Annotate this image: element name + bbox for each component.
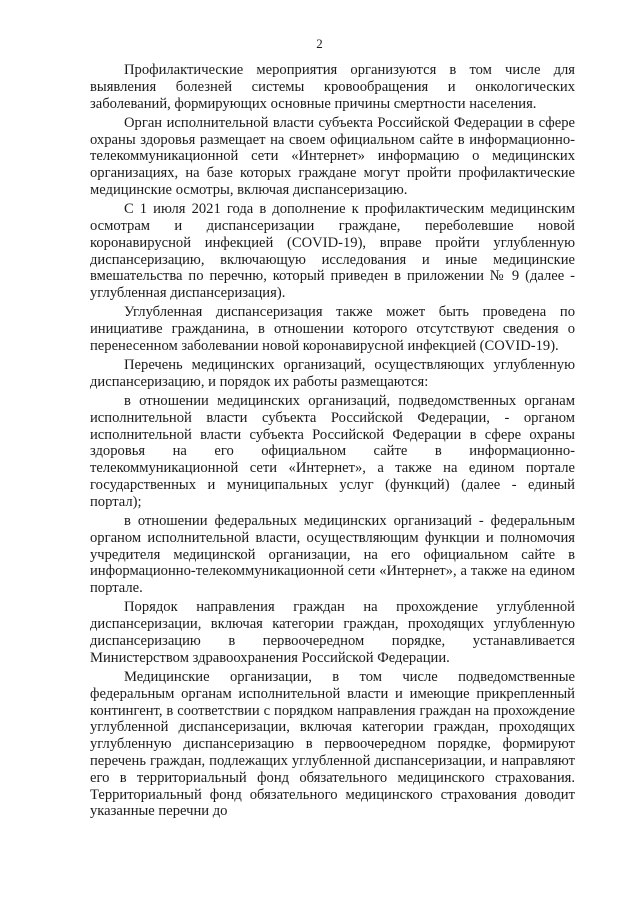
paragraph-executive-body-website: Орган исполнительной власти субъекта Российской Федерации в сфере охраны здоровья размещает на своем официальном сайте в информационно-телекоммуникационной сети «Интернет» информацию о медицинских организациях, на базе которых граждане могут пройти профилактические медицинские осмотры, включая диспансеризацию. [90,114,575,198]
paragraph-referral-procedure: Порядок направления граждан на прохождение углубленной диспансеризации, включая категории граждан, проходящих углубленную диспансеризацию в первоочередном порядке, устанавливается Министерством здравоохранения Российской Федерации. [90,599,575,666]
paragraph-medical-organizations-list: Медицинские организации, в том числе подведомственные федеральным органам исполнительной власти и имеющие прикрепленный контингент, в соответствии с порядком направления граждан на прохождение углубленной диспансеризации, включая категории граждан, проходящих углубленную диспансеризацию в первоочередном порядке, формируют перечень граждан, подлежащих углубленной диспансеризации, и направляют его в территориальный фонд обязательного медицинского страхования. Территориальный фонд обязательного медицинского страхования доводит указанные перечни до [90,669,575,820]
page-number: 2 [316,36,323,51]
paragraph-in-depth-screening-start: С 1 июля 2021 года в дополнение к профилактическим медицинским осмотрам и диспансеризации граждане, переболевшие новой коронавирусной инфекцией (COVID-19), вправе пройти углубленную диспансеризацию, включающую исследования и иные медицинские вмешательства по перечню, который приведен в приложении № 9 (далее - углубленная диспансеризация). [90,201,575,302]
paragraph-federal-organizations: в отношении федеральных медицинских организаций - федеральным органом исполнительной власти, осуществляющим функции и полномочия учредителя медицинской организации, на его официальном сайте в информационно-телекоммуникационной сети «Интернет», а также на едином портале. [90,513,575,597]
paragraph-citizen-initiative: Углубленная диспансеризация также может быть проведена по инициативе гражданина, в отношении которого отсутствуют сведения о перенесенном заболевании новой коронавирусной инфекцией (COVID-19). [90,304,575,354]
paragraph-subordinate-organizations: в отношении медицинских организаций, подведомственных органам исполнительной власти субъекта Российской Федерации, - органом исполнительной власти субъекта Российской Федерации в сфере охраны здоровья на его официальном сайте в информационно-телекоммуникационной сети «Интернет», а также на едином портале государственных и муниципальных услуг (функций) (далее - единый портал); [90,393,575,510]
document-body [90,62,575,820]
paragraph-list-of-organizations: Перечень медицинских организаций, осуществляющих углубленную диспансеризацию, и порядок их работы размещаются: [90,357,575,390]
paragraph-preventive-measures: Профилактические мероприятия организуются в том числе для выявления болезней системы кровообращения и онкологических заболеваний, формирующих основные причины смертности населения. [90,62,575,112]
